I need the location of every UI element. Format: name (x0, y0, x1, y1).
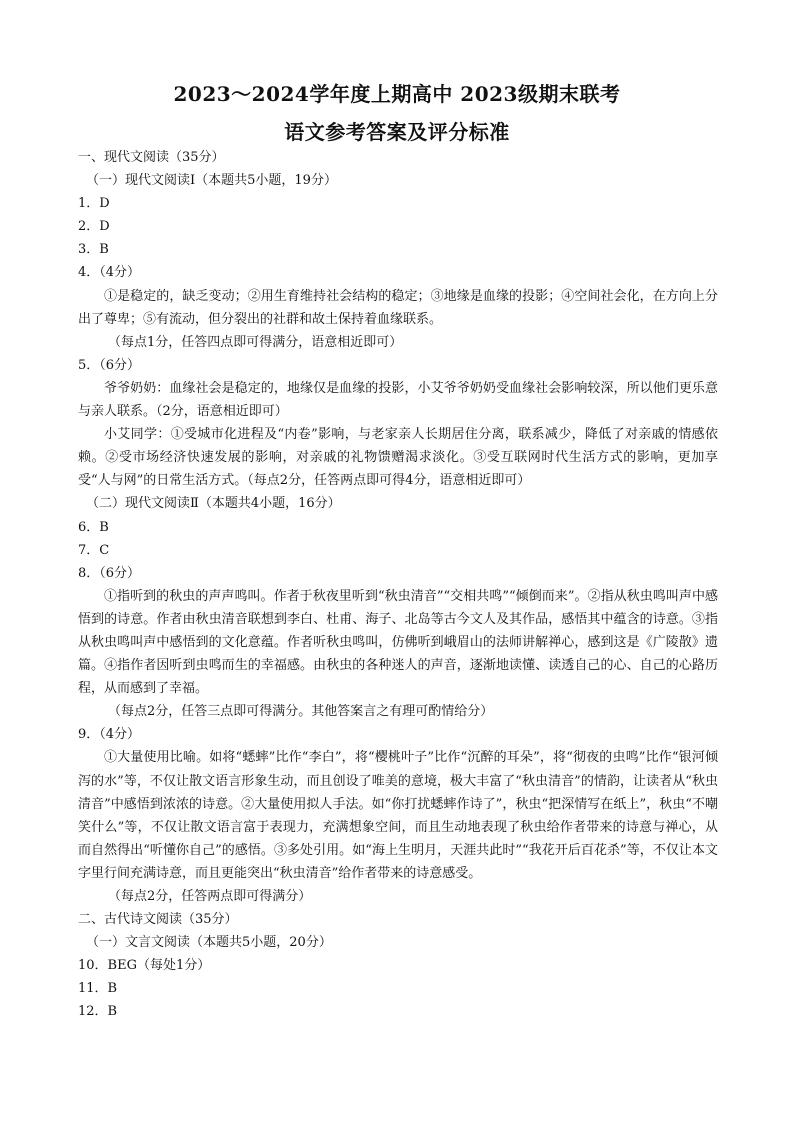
answer-content (78, 146, 718, 1024)
answer-q1: 1．D (78, 196, 110, 212)
question-label-q4: 4．（4分） (78, 265, 141, 281)
scoring-note-q9: （每点2分，任答两点即可得满分） (108, 889, 312, 904)
answer-q2: 2．D (78, 219, 110, 235)
question-label-q8: 8．（6分） (78, 565, 141, 581)
answer-q12: 12．B (78, 1004, 118, 1020)
subsection-heading-classical-prose: （一）文言文阅读（本题共5小题，20分） (86, 935, 332, 951)
answer-q10: 10．BEG（每处1分） (78, 958, 211, 974)
answer-q4-text: ①是稳定的，缺乏变动；②用生育维持社会结构的稳定；③地缘是血缘的投影；④空间社会化，在方向上分出了尊卑；⑤有流动，但分裂出的社群和故土保持着血缘联系。 (78, 288, 718, 327)
answer-q5-grandparents: 爷爷奶奶：血缘社会是稳定的，地缘仅是血缘的投影，小艾爷爷奶奶受血缘社会影响较深，所以他们更乐意与亲人联系。（2分，语意相近即可） (78, 380, 718, 420)
subsection-heading-reading-2: （二）现代文阅读Ⅱ（本题共4小题，16分） (86, 496, 341, 512)
question-label-q9: 9．（4分） (78, 727, 141, 743)
answer-q5-xiaoai: 小艾同学：①受城市化进程及“内卷”影响，与老家亲人长期居住分离，联系减少，降低了对亲戚的情感依赖。②受市场经济快速发展的影响，对亲戚的礼物馈赠渴求淡化。③受互联网时代生活方式的影响，更加享受“人与网”的日常生活方式。（每点2分，任答两点即可得4分，语意相近即可） (78, 427, 718, 489)
section-heading-modern-reading: 一、现代文阅读（35分） (78, 150, 225, 165)
page-title: 2023～2024学年度上期高中 2023级期末联考 (173, 82, 621, 106)
section-heading-classical-reading: 二、古代诗文阅读（35分） (78, 912, 238, 928)
answer-q6: 6．B (78, 519, 109, 535)
answer-q7: 7．C (78, 542, 110, 558)
answer-q9-text: ①大量使用比喻。如将“蟋蟀”比作“李白”，将“樱桃叶子”比作“沉醉的耳朵”，将“彻夜的虫鸣”比作“银河倾泻的水”等，不仅让散文语言形象生动，而且创设了唯美的意境，极大丰富了“秋虫清音”的情韵，让读者从“秋虫清音”中感悟到浓浓的诗意。②大量使用拟人手法。如“你打扰蟋蟀作诗了”，秋虫“把深情写在纸上”，秋虫“不嘲笑什么”等，不仅让散文语言富于表现力，充满想象空间，而且生动地表现了秋虫给作者带来的诗意与禅心，从而自然得出“听懂你自己”的感悟。③多处引用。如“海上生明月，天涯共此时”“我花开后百花杀”等，不仅让本文字里行间充满诗意，而且更能突出“秋虫清音”给作者带来的诗意感受。 (78, 750, 718, 881)
answer-q3: 3．B (78, 242, 109, 258)
answer-q11: 11．B (78, 981, 118, 997)
question-label-q5: 5．（6分） (78, 357, 141, 373)
scoring-note-q8: （每点2分，任答三点即可得满分。其他答案言之有理可酌情给分） (108, 704, 494, 720)
subsection-heading-reading-1: （一）现代文阅读Ⅰ（本题共5小题，19分） (86, 173, 337, 189)
page-subtitle: 语文参考答案及评分标准 (284, 120, 510, 144)
answer-q8-text: ①指听到的秋虫的声声鸣叫。作者于秋夜里听到“秋虫清音”“交相共鸣”“倾倒而来”。②指从秋虫鸣叫声中感悟到的诗意。作者由秋虫清音联想到李白、杜甫、海子、北岛等古今文人及其作品，感悟其中蕴含的诗意。③指从秋虫鸣叫声中感悟到的文化意蕴。作者听秋虫鸣叫，仿佛听到峨眉山的法师讲解禅心，感到这是《广陵散》遗篇。④指作者因听到虫鸣而生的幸福感。由秋虫的各种迷人的声音，逐渐地读懂、读透自己的心、自己的心路历程，从而感到了幸福。 (78, 588, 718, 697)
scoring-note-q4: （每点1分，任答四点即可得满分，语意相近即可） (108, 334, 403, 350)
